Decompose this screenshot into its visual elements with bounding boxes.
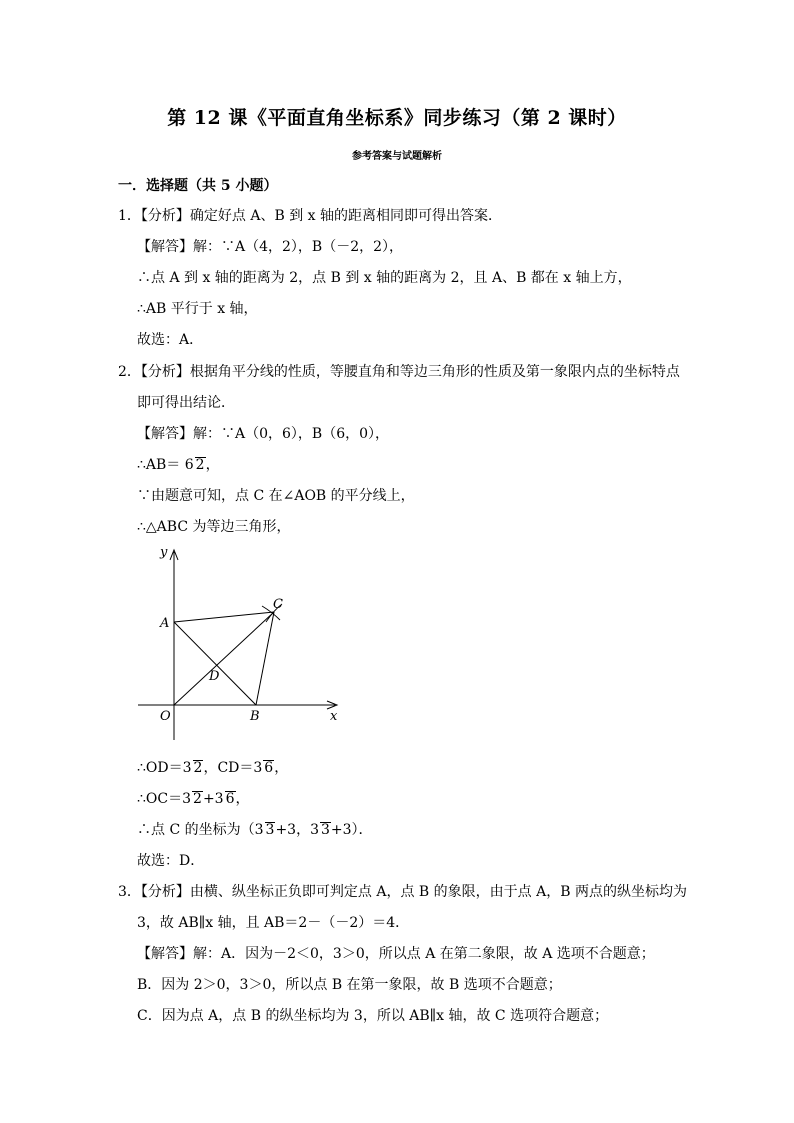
q2-analysis-tag: 【分析】: [140, 364, 190, 380]
section-heading: 一．选择题（共 5 小题）: [118, 178, 278, 194]
q2-c-radicand-2: 3: [321, 822, 330, 838]
coordinate-figure: [130, 540, 350, 750]
q2-analysis: [118, 362, 680, 382]
q2-oc-text-1: ∴OC＝3: [137, 791, 192, 807]
q2-choice: 故选：D．: [137, 853, 205, 869]
sqrt-radical: [263, 760, 274, 775]
q2-oc: [137, 789, 250, 809]
label-a: A: [160, 616, 170, 631]
q1-analysis-tag: 【分析】: [140, 208, 190, 224]
q2-answer-tag: 【解答】: [137, 426, 193, 442]
sqrt-radical: [265, 822, 276, 837]
q2-oc-text-2: +3: [202, 791, 224, 807]
q1-choice: 故选：A．: [137, 332, 204, 348]
label-c: C: [273, 597, 283, 612]
label-y: y: [160, 545, 168, 560]
q2-c-text-2: +3，3: [275, 822, 319, 838]
q2-od-radicand-2: 6: [264, 760, 274, 776]
page-title: 第 12 课《平面直角坐标系》同步练习（第 2 课时）: [167, 107, 627, 129]
q3-analysis: [118, 882, 687, 902]
sqrt-radical: [195, 457, 206, 472]
sqrt-radical: [320, 822, 331, 837]
label-b: B: [250, 709, 260, 724]
q1-analysis-text: 确定好点 A、B 到 x 轴的距离相同即可得出答案．: [189, 208, 503, 224]
q3-analysis-text-1: 由横、纵坐标正负即可判定点 A，点 B 的象限，由于点 A，B 两点的纵坐标均为: [189, 884, 687, 900]
segment-ab: [174, 622, 256, 705]
q2-od-text-2: ，CD＝3: [203, 760, 263, 776]
q2-ab-radicand: 2: [195, 457, 205, 473]
q2-c-text-3: +3）．: [330, 822, 373, 838]
q3-answer-line-3: C．因为点 A，点 B 的纵坐标均为 3，所以 AB∥x 轴，故 C 选项符合题意；: [137, 1008, 609, 1024]
q1-answer-line-2: ∴点 A 到 x 轴的距离为 2，点 B 到 x 轴的距离为 2，且 A、B 都在 x 轴上方，: [137, 270, 632, 286]
label-o: O: [160, 709, 171, 724]
page-subtitle: 参考答案与试题解析: [352, 151, 442, 162]
q1-answer-line-1: [137, 237, 403, 257]
sqrt-radical: [193, 760, 204, 775]
q2-answer-text-1: 解：∵A（0，6），B（6，0），: [193, 426, 390, 442]
q1-answer-tag: 【解答】: [137, 239, 193, 255]
q2-answer-line-3: ∵由题意可知，点 C 在∠AOB 的平分线上，: [137, 488, 415, 504]
q2-oc-radicand-1: 2: [193, 791, 202, 807]
label-d: D: [209, 669, 220, 684]
q2-od-text-1: ∴OD＝3: [137, 760, 192, 776]
sqrt-radical: [192, 791, 203, 806]
q2-ab-length: [137, 455, 220, 475]
q3-answer-line-1: [137, 944, 655, 964]
q2-analysis-line-2: 即可得出结论．: [137, 395, 235, 411]
q2-od-radicand-1: 2: [193, 760, 203, 776]
q2-answer-line-4: ∴△ABC 为等边三角形，: [137, 519, 291, 535]
q2-od-cd: [137, 758, 288, 778]
label-x: x: [330, 709, 338, 724]
q1-number: 1．: [118, 208, 141, 224]
q1-answer-text-1: 解：∵A（4，2），B（－2，2），: [193, 239, 404, 255]
q2-c-coords: [137, 820, 373, 840]
q3-answer-tag: 【解答】: [137, 946, 193, 962]
q2-oc-text-3: ，: [235, 791, 250, 807]
q2-ab-suffix: ，: [205, 457, 220, 473]
q1-analysis: [118, 206, 502, 226]
q2-ab-prefix: ∴AB＝ 6: [137, 457, 194, 473]
q2-c-radicand-1: 3: [265, 822, 275, 838]
q2-c-text-1: ∴点 C 的坐标为（3: [137, 822, 264, 838]
q2-od-text-3: ，: [274, 760, 289, 776]
q3-analysis-line-2: 3，故 AB∥x 轴，且 AB＝2－（－2）＝4．: [137, 915, 410, 931]
q2-analysis-text-1: 根据角平分线的性质，等腰直角和等边三角形的性质及第一象限内点的坐标特点: [189, 364, 680, 380]
q3-answer-line-2: B．因为 2＞0，3＞0，所以点 B 在第一象限，故 B 选项不合题意；: [137, 977, 562, 993]
q1-answer-line-3: ∴AB 平行于 x 轴，: [137, 301, 258, 317]
q2-oc-radicand-2: 6: [225, 791, 235, 807]
q2-answer-line-1: [137, 424, 389, 444]
q3-number: 3．: [118, 884, 141, 900]
q2-number: 2．: [118, 364, 141, 380]
q3-analysis-tag: 【分析】: [140, 884, 190, 900]
q3-answer-text-1: 解：A．因为－2＜0，3＞0，所以点 A 在第二象限，故 A 选项不合题意；: [193, 946, 655, 962]
sqrt-radical: [225, 791, 236, 806]
segment-ac: [174, 612, 274, 622]
